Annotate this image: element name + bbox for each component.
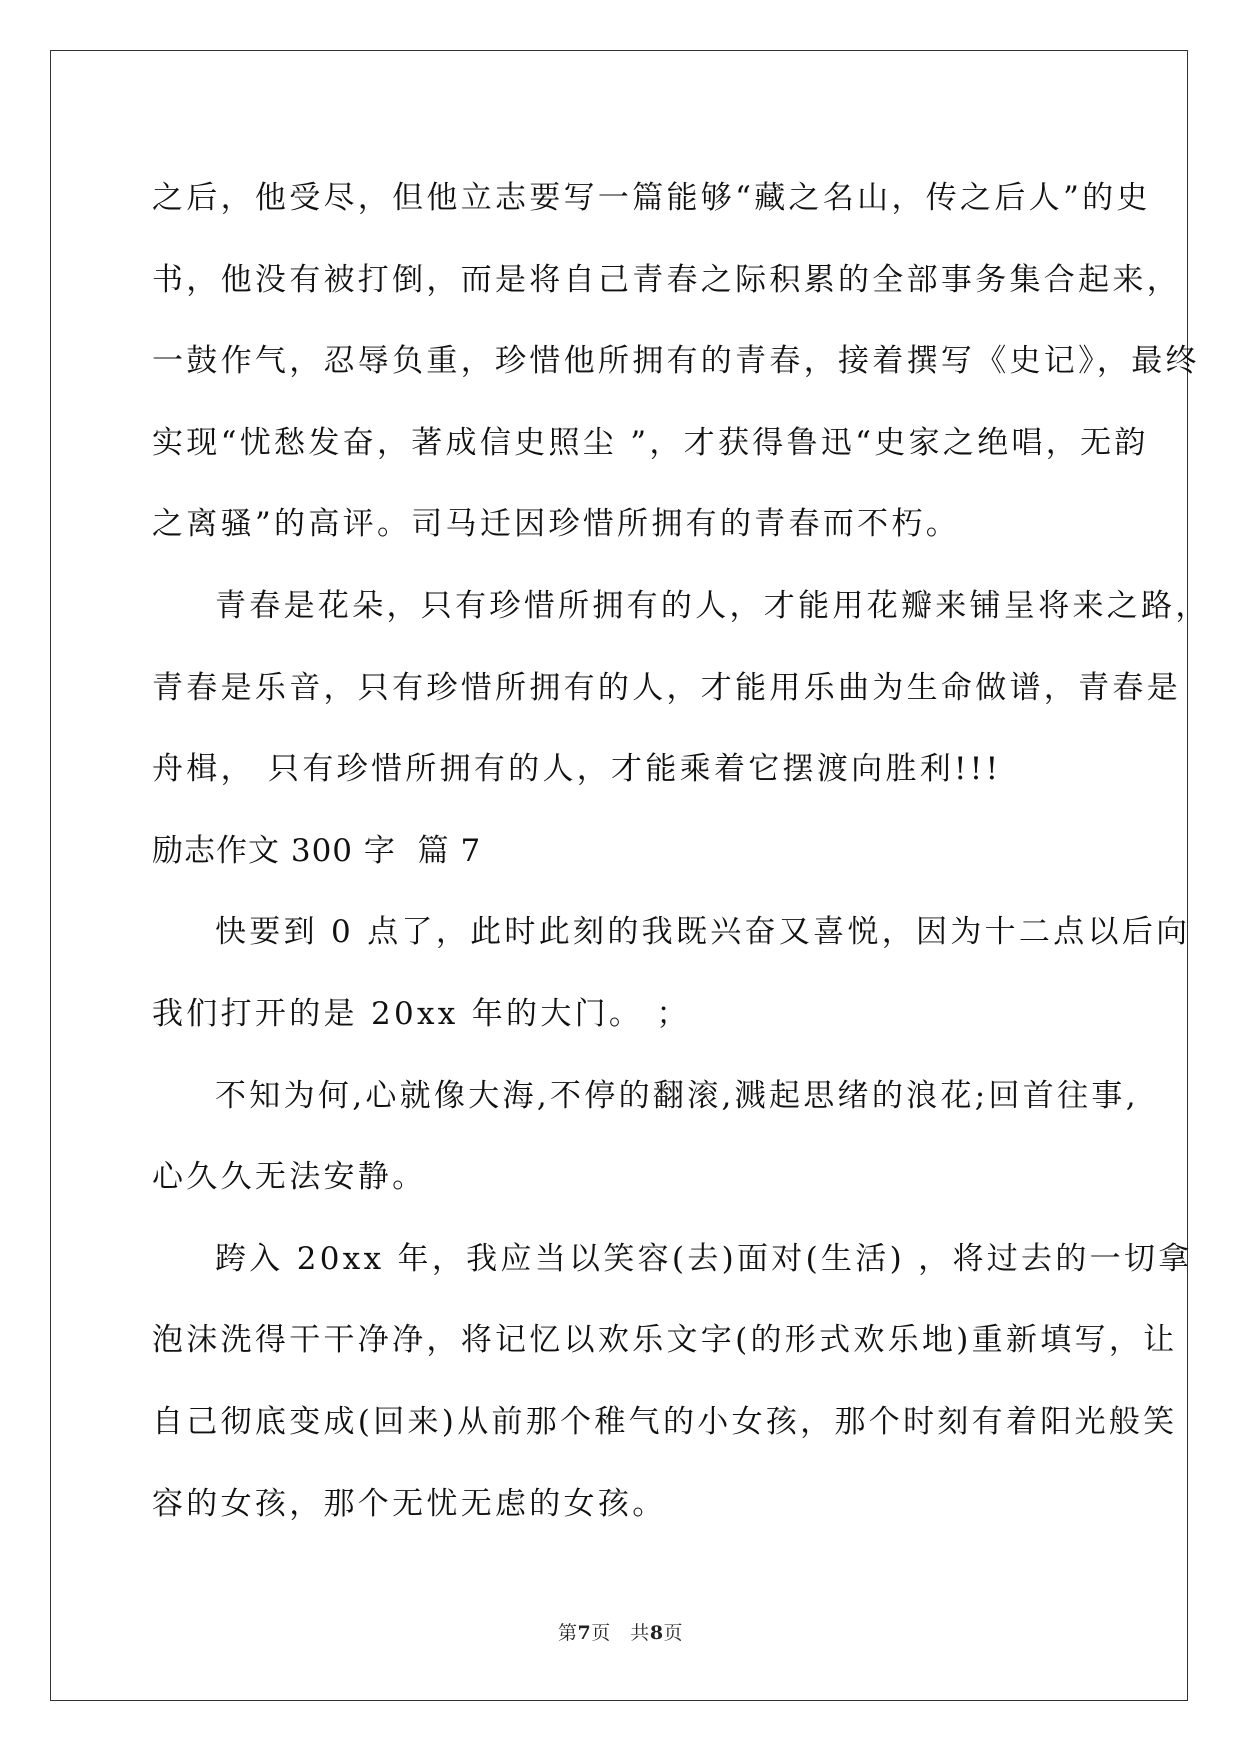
- section-heading: 励志作文 300 字 篇 7: [152, 832, 482, 869]
- current-page-number: 7: [577, 1622, 592, 1644]
- text-line: 心久久无法安静。: [152, 1159, 427, 1196]
- text-line: 之后，他受尽，但他立志要写一篇能够“藏之名山，传之后人”的史: [152, 180, 1151, 216]
- text-line: 我们打开的是 20xx 年的大门。 ；: [152, 995, 691, 1032]
- total-page-number: 8: [649, 1622, 664, 1644]
- page-suffix: 页: [663, 1622, 684, 1644]
- text-line: 舟楫， 只有珍惜所拥有的人，才能乘着它摆渡向胜利!!!: [152, 751, 1002, 788]
- text-line: 一鼓作气，忍辱负重，珍惜他所拥有的青春，接着撰写《史记》，最终: [152, 343, 1200, 380]
- text-line: 青春是乐音，只有珍惜所拥有的人，才能用乐曲为生命做谱，青春是: [152, 669, 1181, 706]
- text-line: 泡沫洗得干干净净，将记忆以欢乐文字(的形式欢乐地)重新填写，让: [152, 1322, 1178, 1359]
- page-mid: 页 共: [591, 1622, 650, 1644]
- text-line: 实现“忧愁发奋，著成信史照尘 ”，才获得鲁迅“史家之绝唱，无韵: [152, 424, 1149, 461]
- paragraph-first-line: 青春是花朵，只有珍惜所拥有的人，才能用花瓣来铺呈将来之路，: [215, 587, 1210, 624]
- paragraph-first-line: 不知为何,心就像大海,不停的翻滚,溅起思绪的浪花;回首往事,: [215, 1077, 1139, 1114]
- text-line: 自己彻底变成(回来)从前那个稚气的小女孩，那个时刻有着阳光般笑: [152, 1403, 1178, 1440]
- text-line: 书，他没有被打倒，而是将自己青春之际积累的全部事务集合起来，: [152, 261, 1181, 298]
- text-line: 容的女孩，那个无忧无虑的女孩。: [152, 1485, 667, 1522]
- paragraph-first-line: 跨入 20xx 年，我应当以笑容(去)面对(生活) ，将过去的一切拿: [215, 1240, 1193, 1277]
- paragraph-first-line: 快要到 0 点了，此时此刻的我既兴奋又喜悦，因为十二点以后向: [215, 914, 1191, 951]
- page-prefix: 第: [557, 1622, 578, 1644]
- document-body: [152, 158, 1210, 1545]
- text-line: 之离骚”的高评。司马迁因珍惜所拥有的青春而不朽。: [152, 506, 961, 543]
- page-footer: [0, 1618, 1241, 1645]
